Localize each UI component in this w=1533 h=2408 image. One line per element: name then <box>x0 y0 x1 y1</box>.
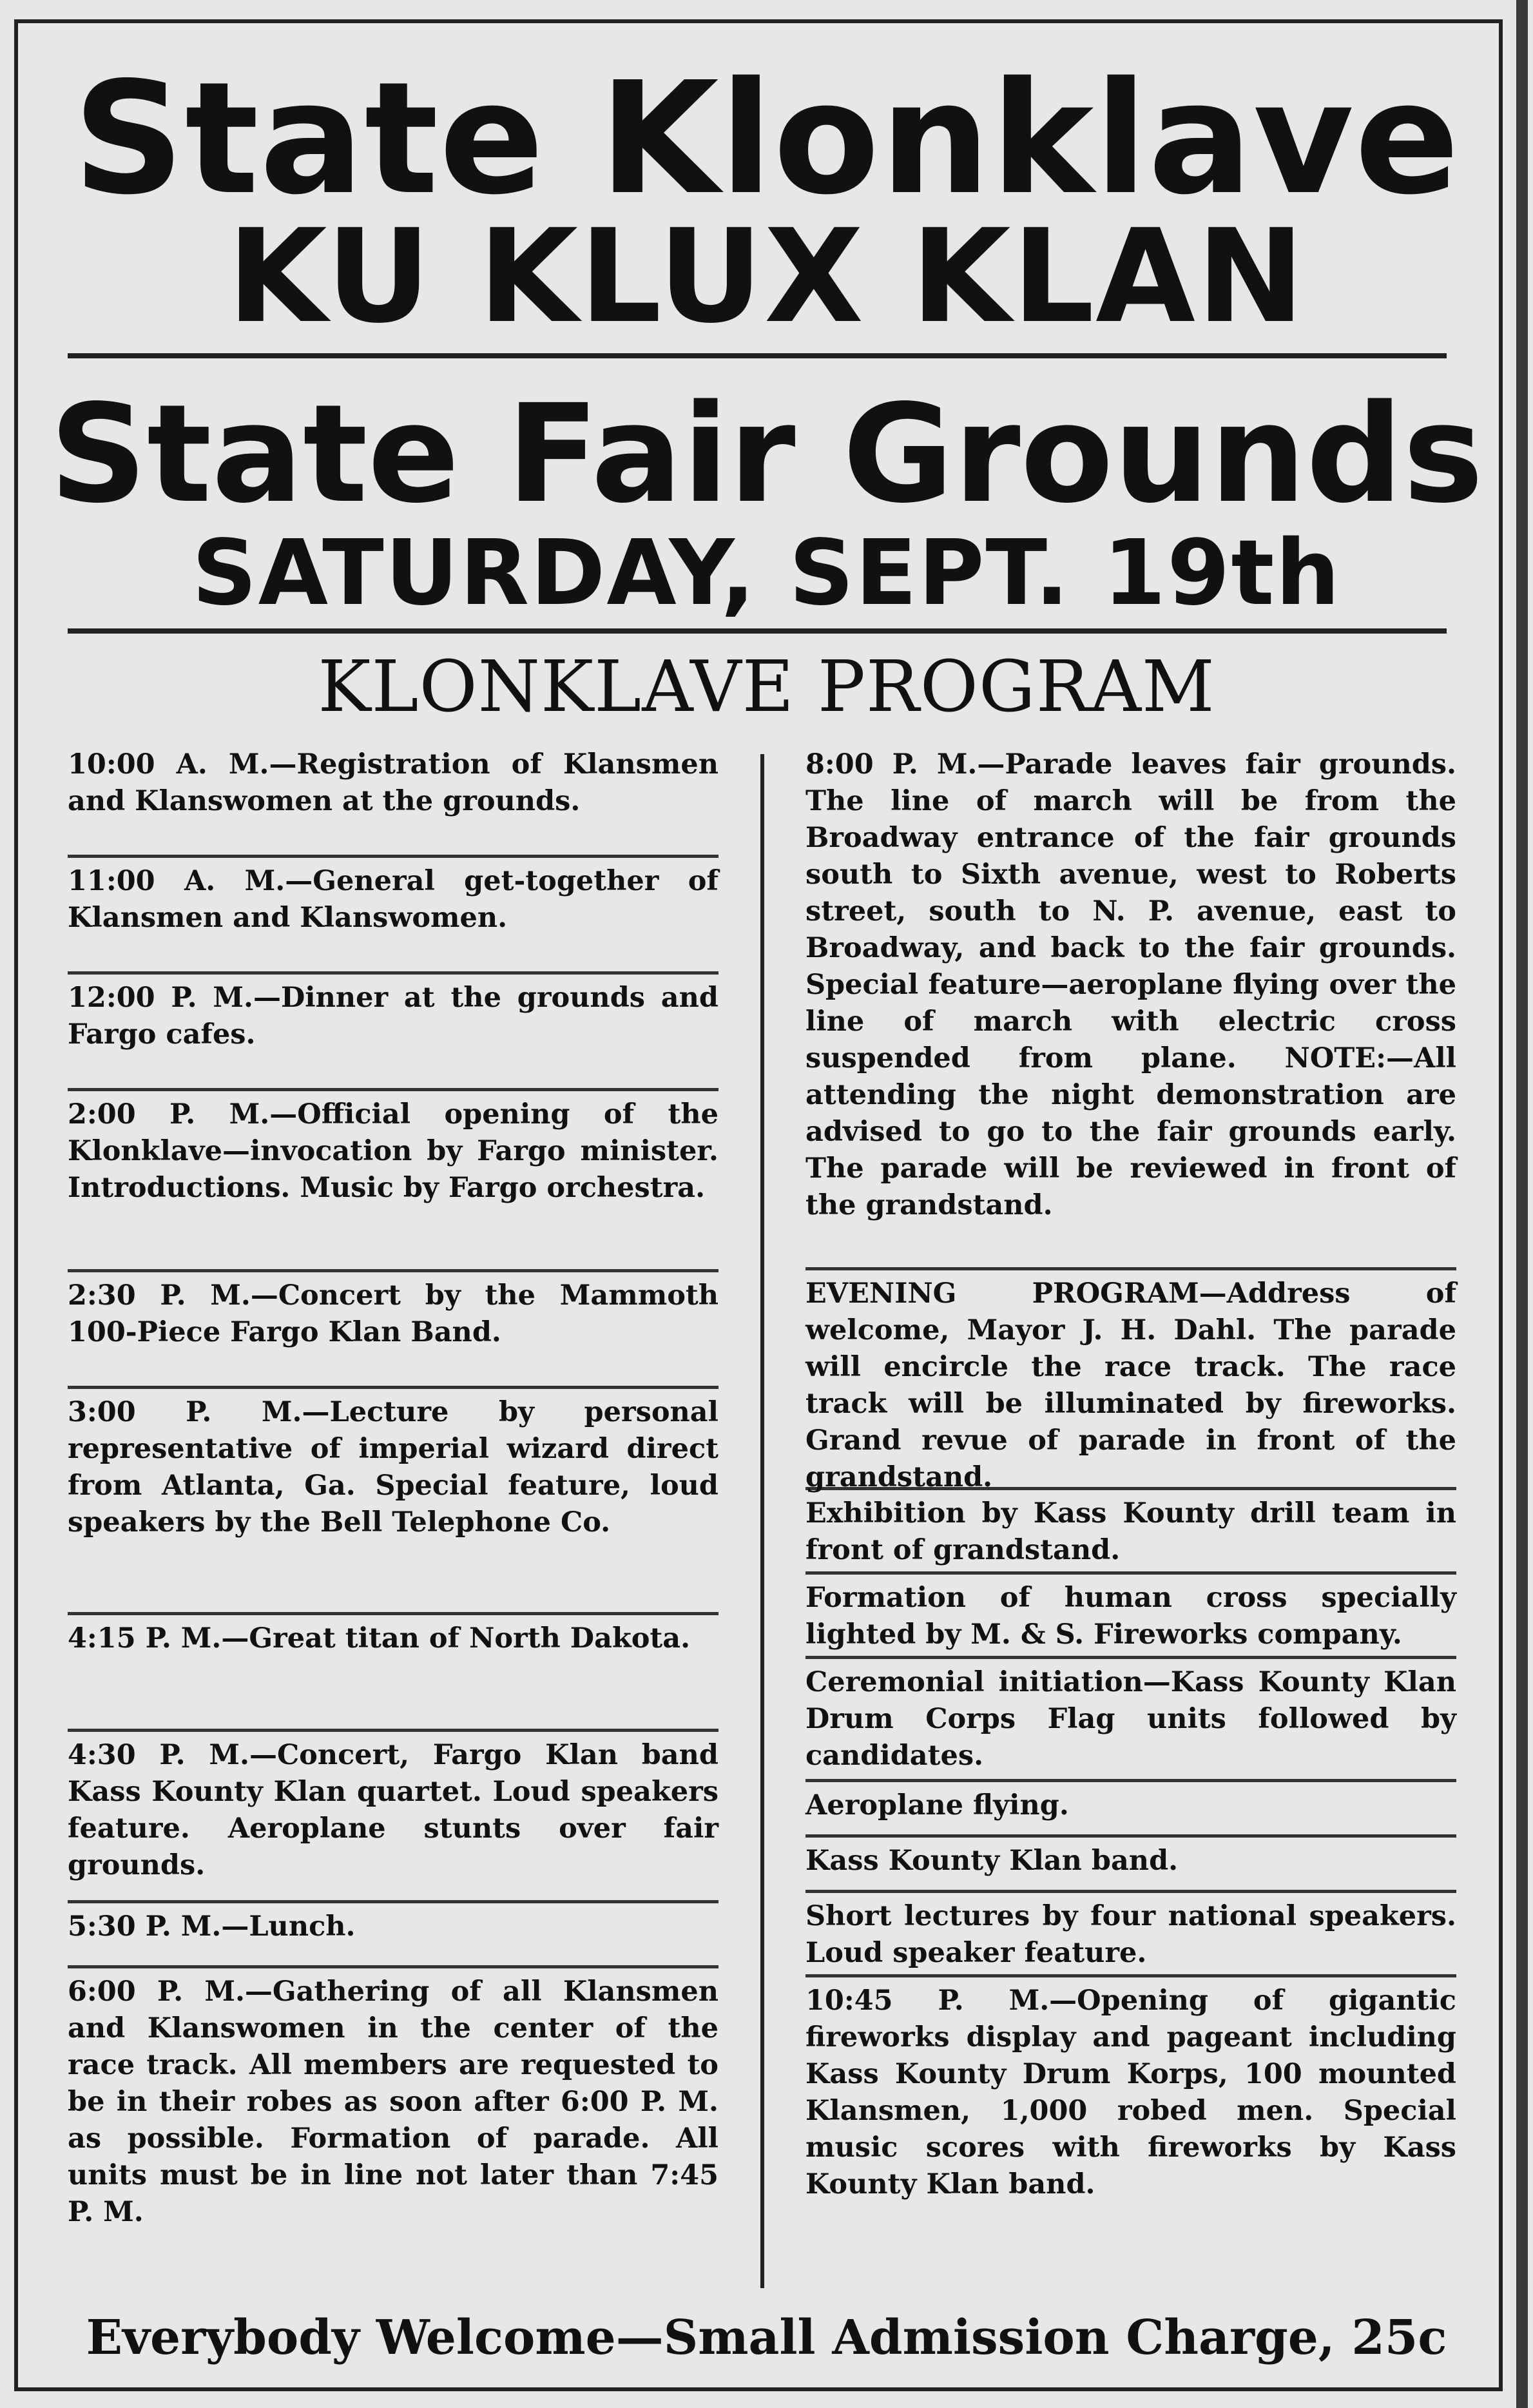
divider-rule <box>68 353 1447 358</box>
headline-organization: KU KLUX KLAN <box>227 202 1306 352</box>
program-entry: Kass Kounty Klan band. <box>805 1838 1456 1893</box>
program-right-column <box>805 741 1456 2239</box>
program-entry: 12:00 P. M.—Dinner at the grounds and Fargo cafes. <box>68 975 718 1091</box>
headline-date: SATURDAY, SEPT. 19th <box>191 521 1342 626</box>
divider-rule <box>68 628 1447 634</box>
program-entry: 2:30 P. M.—Concert by the Mammoth 100-Piece Fargo Klan Band. <box>68 1272 718 1389</box>
program-entry: Ceremonial initiation—Kass Kounty Klan Drum Corps Flag units followed by candidates. <box>805 1659 1456 1782</box>
program-entry: EVENING PROGRAM—Address of welcome, Mayor J. H. Dahl. The parade will encircle the race track. The race track will be illuminated by fireworks. Grand revue of parade in front of the grandstand. <box>805 1270 1456 1490</box>
program-entry: 3:00 P. M.—Lecture by personal representative of imperial wizard direct from Atlanta, Ga. Special feature, loud speakers by the Bell Telephone Co. <box>68 1389 718 1615</box>
program-entry: 6:00 P. M.—Gathering of all Klansmen and Klanswomen in the center of the race track. All members are requested to be in their robes as soon after 6:00 P. M. as possible. Formation of parade. All units must be in line not later than 7:45 P. M. <box>68 1976 718 2228</box>
program-left-column <box>68 741 718 2295</box>
column-divider <box>760 754 764 2288</box>
program-entry: Formation of human cross specially lighted by M. & S. Fireworks company. <box>805 1575 1456 1659</box>
program-entry: 5:30 P. M.—Lunch. <box>68 1903 718 1968</box>
program-entry: 10:45 P. M.—Opening of gigantic fireworks display and pageant including Kass Kounty Drum Korps, 100 mounted Klansmen, 1,000 robed men. Special music scores with fireworks by Kass Kounty Klan band. <box>805 1985 1456 2200</box>
program-title: KLONKLAVE PROGRAM <box>318 645 1215 728</box>
program-entry: Exhibition by Kass Kounty drill team in front of grandstand. <box>805 1490 1456 1575</box>
program-entry: 4:15 P. M.—Great titan of North Dakota. <box>68 1615 718 1732</box>
page-edge-shadow <box>1516 0 1528 2408</box>
admission-footer: Everybody Welcome—Small Admission Charge, 25c <box>86 2310 1447 2365</box>
headline-venue: State Fair Grounds <box>49 375 1484 533</box>
program-entry: 8:00 P. M.—Parade leaves fair grounds. The line of march will be from the Broadway entrance of the fair grounds south to Sixth avenue, west to Roberts street, south to N. P. avenue, east to Broadway, and back to the fair grounds. Special feature—aeroplane flying over the line of march with electric cross suspended from plane. NOTE:—All attending the night demonstration are advised to go to the fair grounds early. The parade will be reviewed in front of the grandstand. <box>805 741 1456 1270</box>
program-entry: 4:30 P. M.—Concert, Fargo Klan band Kass Kounty Klan quartet. Loud speakers feature. Aeroplane stunts over fair grounds. <box>68 1732 718 1903</box>
program-entry: 10:00 A. M.—Registration of Klansmen and Klanswomen at the grounds. <box>68 741 718 858</box>
headline-state-klonklave: State Klonklave <box>73 48 1460 229</box>
program-entry: 11:00 A. M.—General get-together of Klansmen and Klanswomen. <box>68 858 718 975</box>
program-entry: Aeroplane flying. <box>805 1782 1456 1838</box>
program-entry: 2:00 P. M.—Official opening of the Klonklave—invocation by Fargo minister. Introductions. Music by Fargo orchestra. <box>68 1091 718 1272</box>
program-entry: Short lectures by four national speakers. Loud speaker feature. <box>805 1893 1456 1977</box>
